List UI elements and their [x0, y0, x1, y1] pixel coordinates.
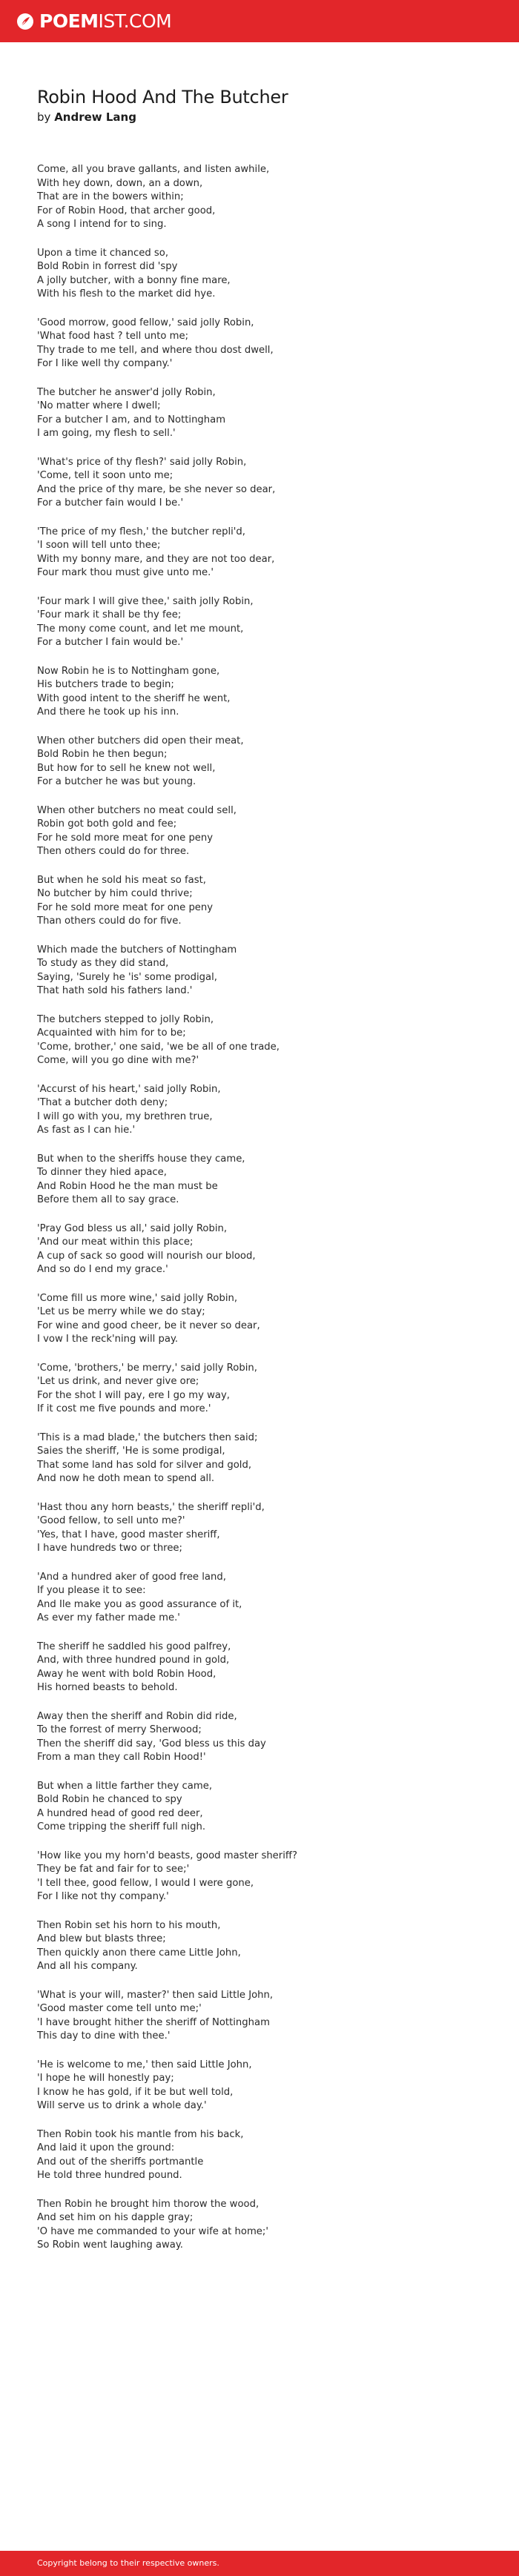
poem-line: 'And a hundred aker of good free land,: [37, 1571, 226, 1583]
poem-line: 'Yes, that I have, good master sheriff,: [37, 1529, 220, 1540]
stanza: [37, 1640, 497, 1695]
stanza: [37, 1919, 497, 1974]
stanza: [37, 1222, 497, 1277]
poem-line: For he sold more meat for one peny: [37, 832, 214, 844]
poem-line: 'Come, 'brothers,' be merry,' said jolly Robin,: [37, 1362, 257, 1374]
poem-line: For a butcher fain would I be.': [37, 497, 184, 509]
poem-body: [37, 163, 497, 2268]
poem-line: Then Robin he brought him thorow the wood,: [37, 2198, 260, 2210]
poem-line: I have hundreds two or three;: [37, 1543, 182, 1554]
poem-line: 'That a butcher doth deny;: [37, 1097, 168, 1108]
poem-line: 'What food hast ? tell unto me;: [37, 331, 189, 342]
stanza: [37, 1362, 497, 1417]
poem-line: 'I tell thee, good fellow, I would I were gone,: [37, 1877, 254, 1889]
poem-line: Saying, 'Surely he 'is' some prodigal,: [37, 971, 217, 983]
poem-line: Upon a time it chanced so,: [37, 247, 169, 259]
poem-line: Before them all to say grace.: [37, 1194, 179, 1205]
poem-line: 'I hope he will honestly pay;: [37, 2073, 174, 2084]
stanza: [37, 595, 497, 650]
stanza: [37, 1501, 497, 1556]
poem-line: And set him on his dapple gray;: [37, 2212, 194, 2223]
poem-line: The butchers stepped to jolly Robin,: [37, 1013, 214, 1025]
poem-line: Than others could do for five.: [37, 915, 182, 927]
poem-line: This day to dine with thee.': [37, 2030, 171, 2042]
poem-line: 'Let us be merry while we do stay;: [37, 1306, 205, 1317]
stanza: [37, 665, 497, 720]
poem-line: If it cost me five pounds and more.': [37, 1403, 211, 1414]
poem-line: 'The price of my flesh,' the butcher repli'd,: [37, 526, 245, 537]
poem-line: 'Good master come tell unto me;': [37, 2003, 202, 2014]
poem-line: 'Four mark I will give thee,' saith jolly Robin,: [37, 595, 254, 607]
poem-line: And Ile make you as good assurance of it,: [37, 1598, 242, 1610]
poem-line: They be fat and fair for to see;': [37, 1864, 190, 1875]
poem-line: If you please it to see:: [37, 1585, 146, 1596]
poem-line: 'How like you my horn'd beasts, good master sheriff?: [37, 1850, 297, 1861]
poem-line: And laid it upon the ground:: [37, 2142, 175, 2153]
poem-line: Then quickly anon there came Little John,: [37, 1947, 241, 1959]
poem-line: And, with three hundred pound in gold,: [37, 1655, 230, 1666]
poem-line: For wine and good cheer, be it never so dear,: [37, 1320, 260, 1331]
poem-line: And the price of thy mare, be she never so dear,: [37, 483, 276, 495]
poem-line: 'This is a mad blade,' the butchers then said;: [37, 1431, 258, 1443]
by-label: by: [37, 110, 51, 124]
stanza: [37, 804, 497, 859]
poem-line: 'Come fill us more wine,' said jolly Robin,: [37, 1292, 238, 1304]
poem-line: Come, will you go dine with me?': [37, 1055, 199, 1066]
poem-line: 'O have me commanded to your wife at home;': [37, 2225, 268, 2237]
poem-line: For he sold more meat for one peny: [37, 901, 214, 913]
poem-line: I know he has gold, if it be but well told,: [37, 2086, 234, 2098]
stanza: [37, 1989, 497, 2044]
poem-line: When other butchers no meat could sell,: [37, 804, 237, 816]
poem-line: I vow I the reck'ning will pay.: [37, 1334, 179, 1345]
poem-line: And out of the sheriffs portmantle: [37, 2156, 204, 2168]
poem-line: 'What's price of thy flesh?' said jolly Robin,: [37, 456, 247, 468]
poem-line: Then Robin set his horn to his mouth,: [37, 1919, 221, 1931]
poem-line: For the shot I will pay, ere I go my way,: [37, 1389, 230, 1401]
poem-line: 'Four mark it shall be thy fee;: [37, 609, 182, 620]
stanza: [37, 1083, 497, 1138]
stanza: [37, 2059, 497, 2113]
stanza: [37, 247, 497, 302]
stanza: [37, 1571, 497, 1626]
copyright-text: Copyright belong to their respective owners.: [37, 2558, 219, 2568]
poem-line: Four mark thou must give unto me.': [37, 567, 214, 578]
stanza: [37, 1780, 497, 1835]
stanza: [37, 386, 497, 441]
poem-line: Will serve us to drink a whole day.': [37, 2100, 207, 2111]
poem-line: The butcher he answer'd jolly Robin,: [37, 386, 216, 398]
poem-line: And now he doth mean to spend all.: [37, 1473, 215, 1484]
stanza: [37, 1292, 497, 1347]
poem-line: No butcher by him could thrive;: [37, 888, 193, 899]
author-link[interactable]: Andrew Lang: [54, 110, 136, 124]
poem-line: With my bonny mare, and they are not too dear,: [37, 553, 275, 565]
poem-line: 'Good fellow, to sell unto me?': [37, 1515, 185, 1526]
poem-line: But how for to sell he knew not well,: [37, 762, 216, 774]
poem-line: The mony come count, and let me mount,: [37, 623, 244, 635]
poem-line: The sheriff he saddled his good palfrey,: [37, 1640, 231, 1652]
site-header: [0, 0, 519, 42]
logo-text: POEMIST.COM: [39, 10, 172, 32]
poem-line: And Robin Hood he the man must be: [37, 1180, 218, 1192]
poem-line: With good intent to the sheriff he went,: [37, 692, 231, 704]
site-footer: [0, 2551, 519, 2576]
poem-line: Bold Robin he then begun;: [37, 749, 168, 760]
poem-line: He told three hundred pound.: [37, 2170, 182, 2181]
poem-line: From a man they call Robin Hood!': [37, 1752, 206, 1763]
poem-line: 'Let us drink, and never give ore;: [37, 1376, 199, 1387]
stanza: [37, 2128, 497, 2183]
poem-line: Saies the sheriff, 'He is some prodigal,: [37, 1446, 225, 1457]
poem-line: And so do I end my grace.': [37, 1264, 168, 1275]
poem-line: Acquainted with him for to be;: [37, 1027, 186, 1039]
poem-line: I am going, my flesh to sell.': [37, 428, 176, 439]
poem-line: 'I have brought hither the sheriff of Nottingham: [37, 2016, 270, 2028]
poem-line: To dinner they hied apace,: [37, 1167, 167, 1178]
stanza: [37, 1710, 497, 1765]
poem-line: So Robin went laughing away.: [37, 2239, 183, 2251]
poem-line: 'He is welcome to me,' then said Little John,: [37, 2059, 252, 2070]
poem-line: 'Accurst of his heart,' said jolly Robin,: [37, 1083, 221, 1095]
poem-line: That hath sold his fathers land.': [37, 985, 193, 996]
poem-line: 'Good morrow, good fellow,' said jolly Robin,: [37, 317, 254, 328]
poem-line: Bold Robin he chanced to spy: [37, 1794, 182, 1805]
poem-line: A jolly butcher, with a bonny fine mare,: [37, 274, 231, 286]
poem-line: To the forrest of merry Sherwood;: [37, 1724, 202, 1735]
poem-line: But when he sold his meat so fast,: [37, 874, 206, 886]
stanza: [37, 1153, 497, 1208]
poem-line: I will go with you, my brethren true,: [37, 1110, 213, 1122]
poem-line: With his flesh to the market did hye.: [37, 288, 216, 299]
poem-line: 'I soon will tell unto thee;: [37, 540, 161, 551]
poem-line: 'Come, brother,' one said, 'we be all of one trade,: [37, 1041, 280, 1053]
poem-line: 'No matter where I dwell;: [37, 400, 161, 411]
poem-line: When other butchers did open their meat,: [37, 735, 244, 746]
stanza: [37, 1013, 497, 1068]
poem-line: Away he went with bold Robin Hood,: [37, 1668, 216, 1680]
poem-line: Then Robin took his mantle from his back,: [37, 2128, 244, 2140]
poem-line: But when a little farther they came,: [37, 1780, 213, 1792]
poem-line: Robin got both gold and fee;: [37, 818, 177, 830]
poem-line: 'Pray God bless us all,' said jolly Robin,: [37, 1222, 228, 1234]
stanza: [37, 456, 497, 511]
stanza: [37, 874, 497, 929]
poem-line: And there he took up his inn.: [37, 706, 179, 718]
poem-line: As ever my father made me.': [37, 1612, 180, 1623]
site-logo[interactable]: [16, 10, 171, 33]
poem-line: Come tripping the sheriff full nigh.: [37, 1821, 206, 1832]
quill-icon: [16, 13, 34, 30]
poem-line: A cup of sack so good will nourish our blood,: [37, 1250, 256, 1262]
stanza: [37, 2198, 497, 2253]
poem-line: 'What is your will, master?' then said Little John,: [37, 1989, 274, 2001]
poem-line: For I like not thy company.': [37, 1891, 169, 1902]
stanza: [37, 944, 497, 999]
stanza: [37, 1850, 497, 1904]
stanza: [37, 1431, 497, 1486]
stanza: [37, 735, 497, 789]
poem-line: A hundred head of good red deer,: [37, 1807, 203, 1819]
poem-line: For a butcher I fain would be.': [37, 637, 184, 648]
poem-line: A song I intend for to sing.: [37, 219, 167, 230]
poem-title: Robin Hood And The Butcher: [37, 87, 288, 107]
poem-line: To study as they did stand,: [37, 958, 169, 969]
poem-line: With hey down, down, an a down,: [37, 177, 203, 189]
poem-line: For a butcher he was but young.: [37, 776, 196, 787]
poem-line: 'And our meat within this place;: [37, 1236, 194, 1248]
poem-line: That some land has sold for silver and gold,: [37, 1459, 252, 1471]
poem-line: Then others could do for three.: [37, 846, 190, 857]
poem-line: Then the sheriff did say, 'God bless us this day: [37, 1738, 266, 1749]
stanza: [37, 526, 497, 580]
poem-line: Which made the butchers of Nottingham: [37, 944, 237, 956]
poem-line: His horned beasts to behold.: [37, 1682, 178, 1693]
poem-line: Bold Robin in forrest did 'spy: [37, 261, 178, 272]
stanza: [37, 163, 497, 232]
poem-line: Away then the sheriff and Robin did ride,: [37, 1710, 237, 1722]
poem-line: His butchers trade to begin;: [37, 679, 174, 690]
poem-line: For I like well thy company.': [37, 358, 173, 369]
poem-line: For a butcher I am, and to Nottingham: [37, 414, 226, 426]
poem-line: As fast as I can hie.': [37, 1125, 136, 1136]
poem-line: And blew but blasts three;: [37, 1933, 166, 1944]
poem-line: Now Robin he is to Nottingham gone,: [37, 665, 220, 677]
poem-line: And all his company.: [37, 1961, 138, 1972]
poem-line: 'Come, tell it soon unto me;: [37, 470, 173, 481]
poem-line: Thy trade to me tell, and where thou dost dwell,: [37, 344, 274, 356]
poem-line: But when to the sheriffs house they came,: [37, 1153, 245, 1165]
poem-byline: [37, 110, 136, 125]
poem-line: For of Robin Hood, that archer good,: [37, 205, 216, 216]
stanza: [37, 317, 497, 371]
poem-line: 'Hast thou any horn beasts,' the sheriff repli'd,: [37, 1501, 265, 1513]
poem-line: That are in the bowers within;: [37, 191, 184, 202]
poem-line: Come, all you brave gallants, and listen awhile,: [37, 164, 270, 175]
